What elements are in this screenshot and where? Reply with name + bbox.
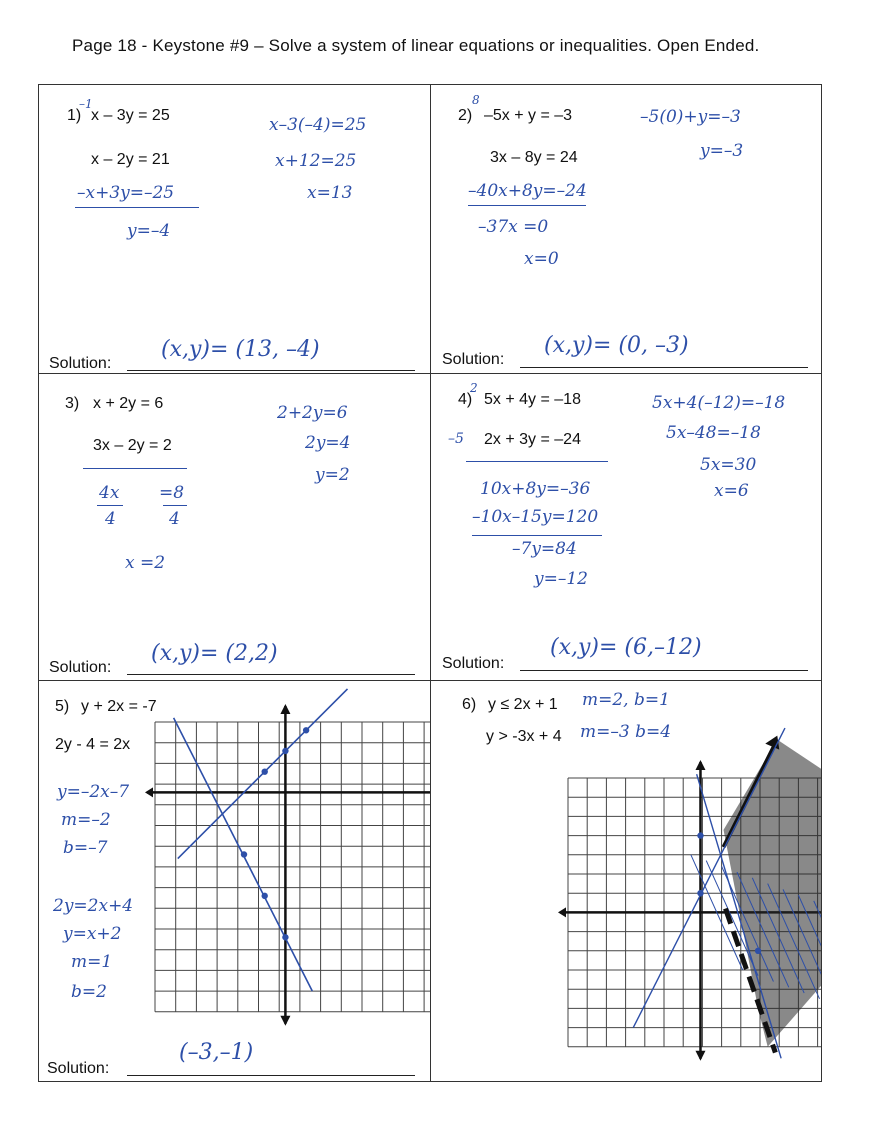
g6-x-arrow-left: [558, 907, 566, 917]
problem-5-work-6: m=1: [71, 952, 113, 972]
problem-2-side-work-2: y=–3: [700, 141, 744, 161]
problem-4: [430, 373, 821, 680]
problem-6: [430, 680, 821, 1081]
problem-1-solution-label: Solution:: [49, 355, 112, 372]
problem-1-equation-1: x – 3y = 25: [91, 107, 170, 124]
problem-5-work-2: m=–2: [61, 810, 111, 830]
g5-plotted-point: [303, 727, 309, 733]
problem-4-solution: (x,y)= (6,–12): [550, 635, 702, 660]
problem-3-work-denominator-2: 4: [169, 509, 180, 529]
problem-3-side-work-2: 2y=4: [305, 433, 351, 453]
g5-plotted-point: [282, 934, 288, 940]
problem-3-solution-line: [127, 674, 415, 675]
problem-5-work-1: y=–2x–7: [57, 782, 130, 802]
problem-3-solution-label: Solution:: [49, 659, 112, 676]
problem-2-solution-line: [520, 367, 808, 368]
problem-4-multiplier-1: 2: [470, 381, 478, 395]
problem-6-inequality-2: y > -3x + 4: [486, 728, 562, 745]
problem-6-inequality-1: y ≤ 2x + 1: [488, 696, 558, 713]
problem-5-solution: (–3,–1): [179, 1040, 254, 1065]
g5-y-arrow-up: [280, 704, 290, 714]
problem-1-work-underline: [75, 207, 199, 208]
problem-5-solution-line: [127, 1075, 415, 1076]
problem-1-work-line-1: –x+3y=–25: [77, 183, 175, 203]
problem-4-multiplier-2: –5: [448, 431, 464, 447]
problem-4-work-line-2: –10x–15y=120: [472, 507, 599, 527]
problem-3-side-work-3: y=2: [315, 465, 350, 485]
problem-4-solution-line: [520, 670, 808, 671]
worksheet-grid: [38, 84, 822, 1082]
problem-5-equation-2: 2y - 4 = 2x: [55, 736, 131, 753]
g5-y-arrow-down: [280, 1016, 290, 1026]
problem-1-side-work-2: x+12=25: [275, 151, 357, 171]
problem-4-solution-label: Solution:: [442, 655, 505, 672]
problem-1-side-work-1: x–3(–4)=25: [269, 115, 367, 135]
problem-2-multiplier: 8: [472, 93, 480, 107]
problem-4-side-work-3: 5x=30: [700, 455, 757, 475]
g5-plotted-point: [262, 893, 268, 899]
problem-1-work-line-2: y=–4: [127, 221, 171, 241]
g5-plotted-point: [282, 748, 288, 754]
problem-3-equation-2: 3x – 2y = 2: [93, 437, 172, 454]
g6-plotted-point: [697, 890, 703, 896]
g5-plotted-point: [241, 851, 247, 857]
problem-4-side-work-1: 5x+4(–12)=–18: [652, 393, 786, 413]
problem-1-multiplier: –1: [79, 97, 93, 111]
problem-2-work-underline: [468, 205, 586, 206]
problem-6-number: 6): [462, 696, 477, 713]
problem-5: [39, 680, 430, 1081]
problem-4-side-work-2: 5x–48=–18: [666, 423, 761, 443]
g6-plotted-point: [697, 832, 703, 838]
problem-5-equation-1: y + 2x = -7: [81, 698, 157, 715]
problem-6-graph: [430, 680, 821, 1080]
g5-plotted-point: [262, 768, 268, 774]
problem-3-fraction-bar-2: [163, 505, 187, 506]
problem-3: [39, 373, 430, 680]
problem-5-number: 5): [55, 698, 70, 715]
problem-3-work-4x: 4x: [99, 483, 120, 503]
problem-3-work-x: x =2: [125, 553, 166, 573]
problem-3-work-eq8: =8: [159, 483, 185, 503]
problem-1-solution-line: [127, 370, 415, 371]
problem-4-underline-1: [466, 461, 608, 462]
problem-2-work-line-2: –37x =0: [478, 217, 549, 237]
g5-x-arrow-left: [145, 787, 153, 797]
problem-2-solution: (x,y)= (0, –3): [544, 333, 689, 358]
problem-3-number: 3): [65, 395, 80, 412]
problem-3-equation-1: x + 2y = 6: [93, 395, 164, 412]
problem-5-work-3: b=–7: [63, 838, 108, 858]
problem-1: [39, 85, 430, 373]
problem-4-work-line-1: 10x+8y=–36: [480, 479, 591, 499]
problem-3-work-denominator-1: 4: [105, 509, 116, 529]
g6-y-arrow-down: [695, 1051, 705, 1061]
problem-5-work-4: 2y=2x+4: [53, 896, 134, 916]
problem-2-side-work-1: –5(0)+y=–3: [640, 107, 741, 127]
problem-2-work-line-3: x=0: [524, 249, 559, 269]
g6-y-arrow-up: [695, 760, 705, 770]
g6-plotted-point: [755, 948, 761, 954]
problem-5-work-7: b=2: [71, 982, 107, 1002]
problem-5-graph: [39, 680, 430, 1080]
problem-1-side-work-3: x=13: [307, 183, 353, 203]
problem-2-equation-1: –5x + y = –3: [484, 107, 573, 124]
problem-6-note-2: m=–3 b=4: [580, 722, 672, 742]
problem-3-underline: [83, 468, 187, 469]
page-header: Page 18 - Keystone #9 – Solve a system of linear equations or inequalities. Open Ended.: [72, 36, 760, 55]
problem-2-solution-label: Solution:: [442, 351, 505, 368]
problem-1-equation-2: x – 2y = 21: [91, 151, 170, 168]
problem-4-equation-2: 2x + 3y = –24: [484, 431, 581, 448]
problem-2-number: 2): [458, 107, 473, 124]
problem-1-solution: (x,y)= (13, –4): [161, 337, 320, 362]
problem-2-work-line-1: –40x+8y=–24: [468, 181, 587, 201]
problem-2-equation-2: 3x – 8y = 24: [490, 149, 578, 166]
problem-4-work-line-4: y=–12: [534, 569, 588, 589]
problem-5-solution-label: Solution:: [47, 1060, 110, 1077]
problem-2: [430, 85, 821, 373]
problem-5-work-5: y=x+2: [63, 924, 122, 944]
problem-4-side-work-4: x=6: [714, 481, 749, 501]
problem-4-work-line-3: –7y=84: [512, 539, 577, 559]
problem-4-underline-2: [472, 535, 602, 536]
problem-3-solution: (x,y)= (2,2): [151, 641, 278, 666]
problem-4-number: 4): [458, 391, 473, 408]
problem-3-side-work-1: 2+2y=6: [277, 403, 348, 423]
problem-4-equation-1: 5x + 4y = –18: [484, 391, 581, 408]
problem-3-fraction-bar-1: [97, 505, 123, 506]
problem-1-number: 1): [67, 107, 82, 124]
problem-6-note-1: m=2, b=1: [582, 690, 670, 710]
